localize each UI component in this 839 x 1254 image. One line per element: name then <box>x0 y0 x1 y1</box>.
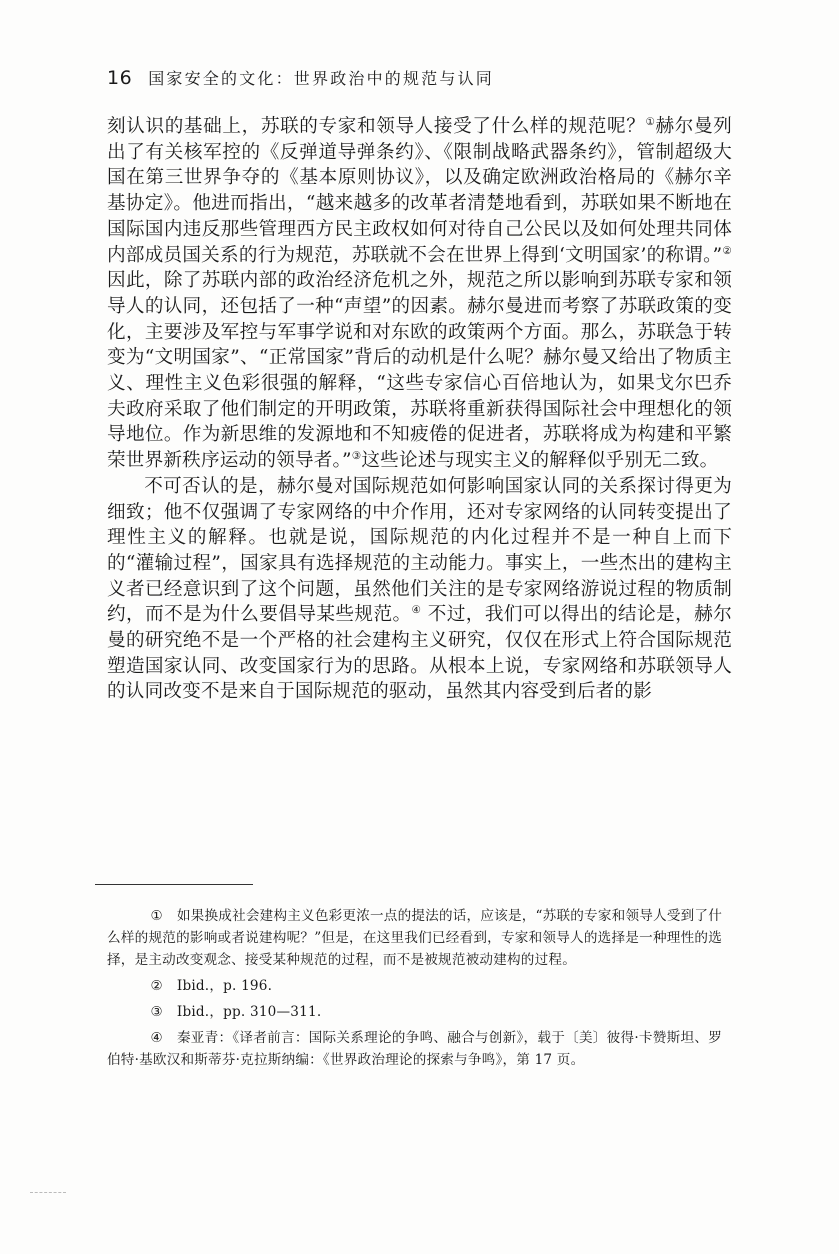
footnote-mark: ② <box>150 978 163 994</box>
footnotes <box>107 905 722 1075</box>
footnote-1 <box>107 905 722 971</box>
footnote-mark: ④ <box>150 1030 163 1046</box>
footnote-text: Ibid.，p. 196. <box>176 978 273 994</box>
text-run: 刻认识的基础上，苏联的专家和领导人接受了什么样的规范呢？ <box>107 116 646 137</box>
text-run: 不过，我们可以得出的结论是，赫尔曼的研究绝不是一个严格的社会建构主义研究，仅仅在形式上符合国际规范塑造国家认同、改变国家行为的思路。从根本上说，专家网络和苏联领导人的认同改变不是来自于国际规范的驱动，虽然其内容受到后者的影 <box>107 604 732 703</box>
scan-artifact <box>30 1192 66 1193</box>
body-text <box>107 114 732 705</box>
footnote-ref-2: ② <box>722 244 732 257</box>
footnote-4 <box>107 1027 722 1071</box>
footnote-3 <box>107 1001 722 1023</box>
text-run: 不可否认的是，赫尔曼对国际规范如何影响国家认同的关系探讨得更为细致；他不仅强调了专家网络的中介作用，还对专家网络的认同转变提出了理性主义的解释。也就是说，国际规范的内化过程并不是一种自上而下的“灌输过程”，国家具有选择规范的主动能力。事实上，一些杰出的建构主义者已经意识到了这个问题，虽然他们关注的是专家网络游说过程的物质制约，而不是为什么要倡导某些规范。 <box>107 475 732 626</box>
text-run: 赫尔曼列出了有关核军控的《反弹道导弹条约》、《限制战略武器条约》，管制超级大国在第三世界争夺的《基本原则协议》，以及确定欧洲政治格局的《赫尔辛基协定》。他进而指出，“越来越多的改革者清楚地看到，苏联如果不断地在国际国内违反那些管理西方民主政权如何对待自己公民以及如何处理共同体内部成员国关系的行为规范，苏联就不会在世界上得到‘文明国家’的称谓。” <box>107 116 732 266</box>
running-head <box>107 66 494 94</box>
footnote-ref-1: ① <box>645 115 656 128</box>
footnote-ref-3: ③ <box>351 449 362 462</box>
footnote-mark: ① <box>150 908 163 924</box>
footnote-text: 秦亚青：《译者前言：国际关系理论的争鸣、融合与创新》，载于〔美〕彼得·卡赞斯坦、罗伯特·基欧汉和斯蒂芬·克拉斯纳编：《世界政治理论的探索与争鸣》，第 17 页。 <box>107 1030 722 1068</box>
paragraph-1 <box>107 114 732 474</box>
footnote-text: 如果换成社会建构主义色彩更浓一点的提法的话，应该是，“苏联的专家和领导人受到了什么样的规范的影响或者说建构呢？”但是，在这里我们已经看到，专家和领导人的选择是一种理性的选择，是主动改变观念、接受某种规范的过程，而不是被规范被动建构的过程。 <box>107 908 722 968</box>
text-run: 这些论述与现实主义的解释似乎别无二致。 <box>361 450 719 472</box>
running-title: 国家安全的文化：世界政治中的规范与认同 <box>148 69 494 88</box>
paragraph-2 <box>107 474 732 705</box>
footnote-text: Ibid.，pp. 310—311. <box>176 1004 322 1020</box>
text-run: 因此，除了苏联内部的政治经济危机之外，规范之所以影响到苏联专家和领导人的认同，还包括了一种“声望”的因素。赫尔曼进而考察了苏联政策的变化，主要涉及军控与军事学说和对东欧的政策两个方面。那么，苏联急于转变为“文明国家”、“正常国家”背后的动机是什么呢？赫尔曼又给出了物质主义、理性主义色彩很强的解释，“这些专家信心百倍地认为，如果戈尔巴乔夫政府采取了他们制定的开明政策，苏联将重新获得国际社会中理想化的领导地位。作为新思维的发源地和不知疲倦的促进者，苏联将成为构建和平繁荣世界新秩序运动的领导者。” <box>107 270 732 472</box>
footnote-2 <box>107 975 722 997</box>
footnote-divider <box>95 884 253 885</box>
footnote-mark: ③ <box>150 1004 163 1020</box>
page-number: 16 <box>107 67 133 89</box>
footnote-ref-4: ④ <box>411 604 422 617</box>
